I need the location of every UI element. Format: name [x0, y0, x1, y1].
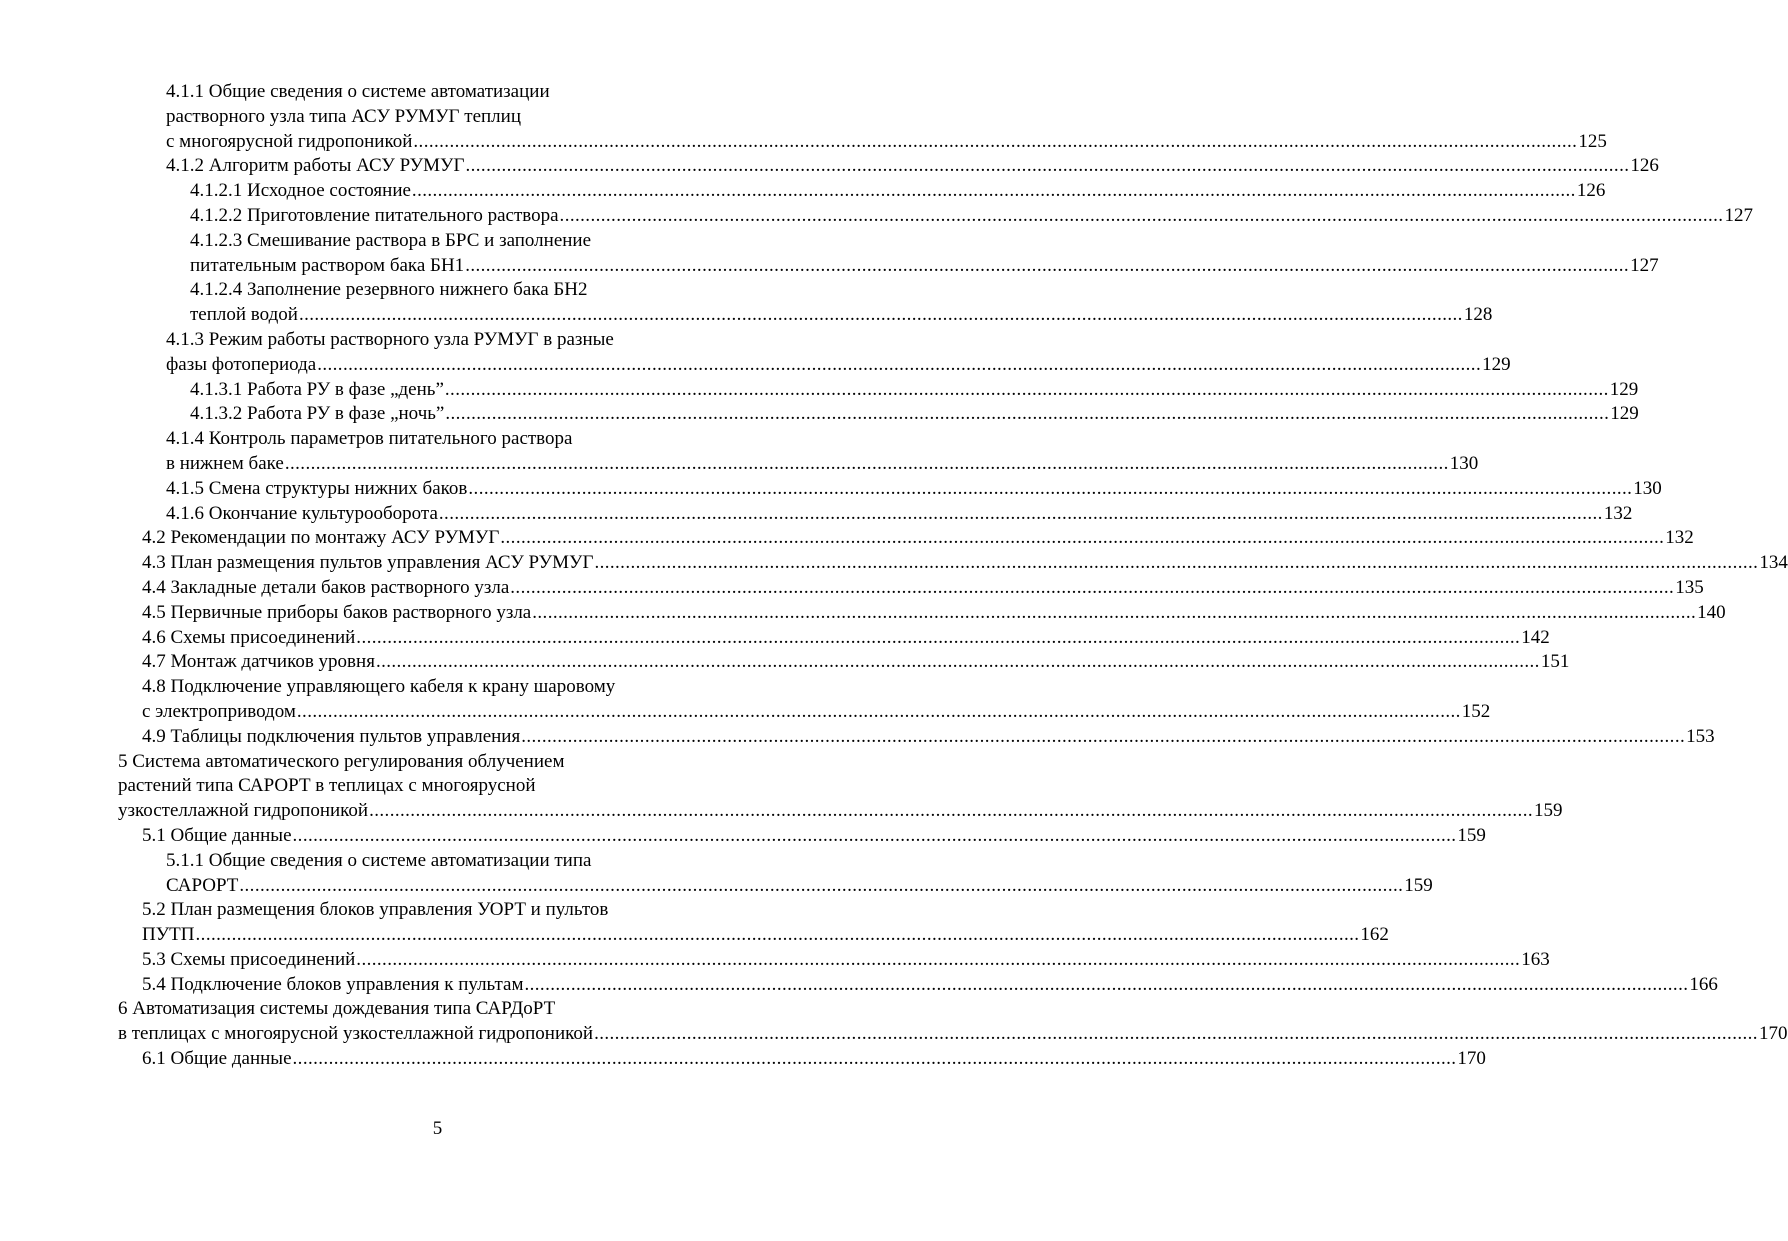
toc-entry-4-6 [0, 626, 1550, 651]
toc-entry-title: в нижнем баке [166, 452, 284, 474]
dot-leader [356, 948, 1520, 973]
toc-entry-4-8-line-2 [0, 700, 1491, 725]
toc-page-number: 129 [1610, 403, 1639, 425]
dot-leader [445, 378, 1609, 403]
toc-entry-4-1-1-line-2: растворного узла типа АСУ РУМУГ теплиц [166, 105, 521, 127]
dot-leader [510, 576, 1674, 601]
dot-leader [524, 973, 1688, 998]
toc-entry-title: 6.1 Общие данные [142, 1048, 292, 1070]
dot-leader [412, 179, 1576, 204]
dot-leader [299, 303, 1463, 328]
toc-entry-title: в теплицах с многоярусной узкостеллажной гидропоникой [118, 1023, 594, 1045]
toc-entry-4-1-4-line-2 [0, 452, 1479, 477]
toc-entry-4-8-line-1: 4.8 Подключение управляющего кабеля к крану шаровому [142, 676, 616, 698]
toc-page-number: 153 [1686, 725, 1715, 747]
toc-entry-title: 5.4 Подключение блоков управления к пультам [142, 973, 524, 995]
dot-leader [369, 799, 1533, 824]
toc-entry-5-1-1-line-1: 5.1.1 Общие сведения о системе автоматизации типа [166, 849, 592, 871]
toc-page-number: 127 [1630, 254, 1659, 276]
dot-leader [594, 1022, 1758, 1047]
toc-entry-5-2-line-1: 5.2 План размещения блоков управления УОРТ и пультов [142, 899, 609, 921]
toc-entry-title: 4.1.3.1 Работа РУ в фазе „день” [190, 378, 444, 400]
toc-page-number: 129 [1609, 378, 1639, 400]
toc-page-number: 163 [1521, 948, 1550, 970]
dot-leader [465, 154, 1629, 179]
dot-leader [521, 725, 1685, 750]
toc-page-number: 132 [1603, 502, 1633, 524]
toc-page-number: 129 [1482, 353, 1511, 375]
toc-entry-title: 4.5 Первичные приборы баков растворного узла [142, 601, 532, 623]
toc-entry-4-1-2-4-line-2 [0, 303, 1493, 328]
toc-entry-title: фазы фотопериода [166, 353, 317, 375]
dot-leader [532, 601, 1696, 626]
toc-entry-title: САРОРТ [166, 874, 239, 896]
toc-entry-4-1-3-line-1: 4.1.3 Режим работы растворного узла РУМУГ в разные [166, 328, 614, 350]
toc-page-number: 170 [1457, 1048, 1486, 1070]
dot-leader [468, 477, 1632, 502]
toc-entry-title: 4.9 Таблицы подключения пультов управления [142, 725, 521, 747]
dot-leader [293, 1047, 1457, 1072]
toc-entry-4-1-2 [0, 154, 1659, 179]
toc-entry-4-1-3-2 [0, 402, 1639, 427]
toc-entry-4-1-3-1 [0, 378, 1639, 403]
toc-entry-5-line-1: 5 Система автоматического регулирования облучением [118, 750, 565, 772]
toc-entry-6-1 [0, 1047, 1486, 1072]
toc-entry-4-5 [0, 601, 1726, 626]
toc-entry-5-4 [0, 973, 1718, 998]
toc-entry-title: теплой водой [190, 304, 298, 326]
dot-leader [239, 874, 1403, 899]
toc-entry-title: узкостеллажной гидропоникой [118, 800, 369, 822]
toc-entry-title: 5.3 Схемы присоединений [142, 948, 356, 970]
toc-entry-title: 4.1.2.1 Исходное состояние [190, 180, 411, 202]
toc-entry-4-1-2-1 [0, 179, 1606, 204]
dot-leader [297, 700, 1461, 725]
toc-entry-title: с электроприводом [142, 700, 296, 722]
toc-entry-title: 4.1.6 Окончание культурооборота [166, 502, 438, 524]
toc-entry-4-1-1-line-3 [0, 130, 1607, 155]
toc-entry-5-line-3 [0, 799, 1563, 824]
toc-entry-title: 4.1.2 Алгоритм работы АСУ РУМУГ [166, 155, 465, 177]
toc-page-number: 125 [1578, 130, 1607, 152]
toc-page-number: 151 [1540, 651, 1570, 673]
toc-entry-4-1-2-3-line-1: 4.1.2.3 Смешивание раствора в БРС и заполнение [190, 229, 592, 251]
dot-leader [445, 402, 1609, 427]
dot-leader [317, 353, 1481, 378]
toc-entry-4-2 [0, 526, 1694, 551]
toc-page-number: 140 [1697, 601, 1726, 623]
dot-leader [560, 204, 1724, 229]
toc-entry-4-1-5 [0, 477, 1662, 502]
toc-entry-6-line-2 [0, 1022, 1788, 1047]
toc-entry-6-line-1: 6 Автоматизация системы дождевания типа САРДоРТ [118, 998, 556, 1020]
toc-entry-title: 4.3 План размещения пультов управления АСУ РУМУГ [142, 552, 594, 574]
toc-entry-title: 4.2 Рекомендации по монтажу АСУ РУМУГ [142, 527, 500, 549]
dot-leader [376, 650, 1540, 675]
toc-entry-5-3 [0, 948, 1550, 973]
dot-leader [196, 923, 1360, 948]
toc-page-number: 152 [1461, 700, 1491, 722]
toc-page-number: 126 [1630, 155, 1659, 177]
page-number: 5 [432, 1118, 443, 1139]
toc-page-number: 170 [1758, 1023, 1788, 1045]
toc-page-number: 159 [1457, 824, 1486, 846]
toc-entry-title: 4.1.5 Смена структуры нижних баков [166, 477, 468, 499]
toc-page-number: 159 [1404, 874, 1433, 896]
toc-entry-4-7 [0, 650, 1570, 675]
dot-leader [439, 502, 1603, 527]
toc-entry-5-1 [0, 824, 1486, 849]
toc-entry-4-4 [0, 576, 1704, 601]
toc-entry-5-2-line-2 [0, 923, 1389, 948]
toc-entry-4-3 [0, 551, 1788, 576]
toc-entry-4-1-6 [0, 502, 1633, 527]
toc-entry-title: 4.1.3.2 Работа РУ в фазе „ночь” [190, 403, 445, 425]
toc-entry-title: 5.1 Общие данные [142, 824, 292, 846]
dot-leader [413, 130, 1577, 155]
toc-page-number: 134 [1759, 552, 1788, 574]
dot-leader [285, 452, 1449, 477]
toc-page-number: 166 [1689, 973, 1718, 995]
toc-entry-4-1-3-line-2 [0, 353, 1511, 378]
toc-page-number: 128 [1463, 304, 1493, 326]
toc-page-number: 130 [1449, 452, 1479, 474]
toc-page-number: 127 [1724, 204, 1753, 226]
toc-entry-4-1-1-line-1: 4.1.1 Общие сведения о системе автоматизации [166, 81, 550, 102]
toc-entry-4-1-2-3-line-2 [0, 254, 1659, 279]
toc-entry-4-1-2-2 [0, 204, 1753, 229]
toc-entry-5-1-1-line-2 [0, 874, 1433, 899]
dot-leader [500, 526, 1664, 551]
toc-entry-title: 4.7 Монтаж датчиков уровня [142, 651, 375, 673]
toc-page-number: 159 [1534, 800, 1563, 822]
toc-entry-4-1-4-line-1: 4.1.4 Контроль параметров питательного раствора [166, 428, 573, 450]
toc-entry-title: ПУТП [142, 924, 195, 946]
dot-leader [293, 824, 1457, 849]
dot-leader [594, 551, 1758, 576]
toc-entry-4-9 [0, 725, 1715, 750]
toc-page-number: 162 [1360, 924, 1389, 946]
toc-page-number: 126 [1576, 180, 1606, 202]
dot-leader [356, 626, 1520, 651]
toc-page-number: 132 [1665, 527, 1694, 549]
toc-entry-title: питательным раствором бака БН1 [190, 254, 465, 276]
toc-entry-title: 4.4 Закладные детали баков растворного узла [142, 576, 510, 598]
toc-entry-title: 4.1.2.2 Приготовление питательного раствора [190, 204, 559, 226]
toc-entry-5-line-2: растений типа САРОРТ в теплицах с многоярусной [118, 775, 536, 797]
toc-entry-title: 4.6 Схемы присоединений [142, 626, 356, 648]
toc-page-number: 130 [1633, 477, 1662, 499]
toc-entry-4-1-2-4-line-1: 4.1.2.4 Заполнение резервного нижнего бака БН2 [190, 279, 588, 301]
toc-entry-title: с многоярусной гидропоникой [166, 130, 413, 152]
toc-page-number: 135 [1675, 576, 1704, 598]
dot-leader [465, 254, 1629, 279]
toc-page-number: 142 [1521, 626, 1550, 648]
table-of-contents [0, 80, 1788, 1072]
